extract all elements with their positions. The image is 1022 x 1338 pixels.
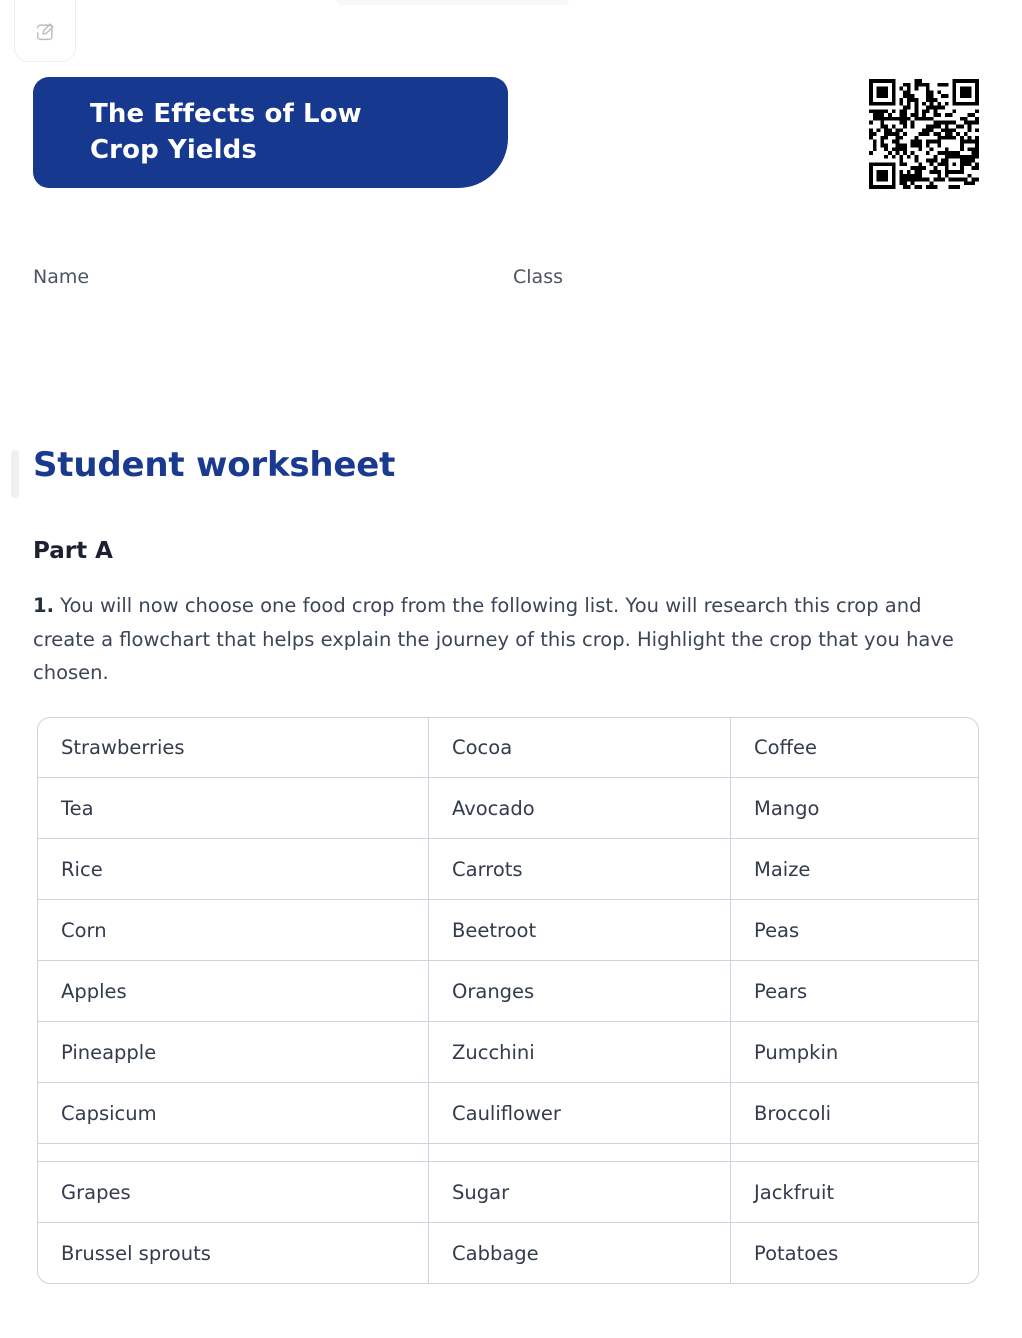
crop-option-cell[interactable]: Cauliflower xyxy=(429,1083,731,1144)
table-page-break xyxy=(37,1144,979,1162)
crop-option-cell[interactable]: Pears xyxy=(731,961,979,1022)
table-page-break-cell xyxy=(429,1144,731,1162)
crop-option-cell[interactable]: Corn xyxy=(37,900,429,961)
crop-option-cell[interactable]: Potatoes xyxy=(731,1223,979,1284)
table-row xyxy=(37,717,979,778)
worksheet-title-banner xyxy=(33,77,508,188)
crop-option-cell[interactable]: Zucchini xyxy=(429,1022,731,1083)
instruction-paragraph xyxy=(33,589,985,690)
part-heading: Part A xyxy=(33,538,113,564)
crop-option-cell[interactable]: Brussel sprouts xyxy=(37,1223,429,1284)
crop-option-cell[interactable]: Grapes xyxy=(37,1162,429,1223)
crop-options-table[interactable] xyxy=(37,717,979,1284)
crop-options-body xyxy=(37,717,979,1284)
table-row xyxy=(37,900,979,961)
crop-option-cell[interactable]: Cabbage xyxy=(429,1223,731,1284)
table-row xyxy=(37,1162,979,1223)
student-meta-row xyxy=(33,266,933,294)
edit-button-card[interactable] xyxy=(14,0,76,62)
crop-option-cell[interactable]: Sugar xyxy=(429,1162,731,1223)
name-label: Name xyxy=(33,266,90,288)
crop-option-cell[interactable]: Apples xyxy=(37,961,429,1022)
section-accent-bar xyxy=(11,450,19,498)
table-page-break-cell xyxy=(731,1144,979,1162)
top-cropped-strip xyxy=(337,0,569,5)
crop-option-cell[interactable]: Rice xyxy=(37,839,429,900)
section-heading xyxy=(0,447,700,503)
crop-option-cell[interactable]: Avocado xyxy=(429,778,731,839)
crop-option-cell[interactable]: Mango xyxy=(731,778,979,839)
crop-option-cell[interactable]: Oranges xyxy=(429,961,731,1022)
crop-option-cell[interactable]: Jackfruit xyxy=(731,1162,979,1223)
table-row xyxy=(37,839,979,900)
crop-option-cell[interactable]: Capsicum xyxy=(37,1083,429,1144)
table-page-break-cell xyxy=(37,1144,429,1162)
crop-option-cell[interactable]: Maize xyxy=(731,839,979,900)
worksheet-title: The Effects of Low Crop Yields xyxy=(90,98,362,165)
crop-option-cell[interactable]: Broccoli xyxy=(731,1083,979,1144)
crop-option-cell[interactable]: Coffee xyxy=(731,717,979,778)
crop-option-cell[interactable]: Cocoa xyxy=(429,717,731,778)
crop-option-cell[interactable]: Strawberries xyxy=(37,717,429,778)
question-text: You will now choose one food crop from the following list. You will research this crop and create a flowchart that helps explain the journey of this crop. Highlight the crop that you have chosen. xyxy=(33,594,954,685)
crop-option-cell[interactable]: Peas xyxy=(731,900,979,961)
crop-option-cell[interactable]: Tea xyxy=(37,778,429,839)
table-row xyxy=(37,1083,979,1144)
crop-option-cell[interactable]: Beetroot xyxy=(429,900,731,961)
table-row xyxy=(37,961,979,1022)
crop-option-cell[interactable]: Carrots xyxy=(429,839,731,900)
class-label: Class xyxy=(513,266,563,288)
edit-square-icon[interactable] xyxy=(34,21,56,43)
qr-code-image xyxy=(869,79,979,189)
page-title: Student worksheet xyxy=(33,445,396,485)
crop-option-cell[interactable]: Pumpkin xyxy=(731,1022,979,1083)
question-number: 1. xyxy=(33,594,54,617)
crop-option-cell[interactable]: Pineapple xyxy=(37,1022,429,1083)
table-row xyxy=(37,1022,979,1083)
table-row xyxy=(37,778,979,839)
qr-code[interactable] xyxy=(869,79,979,189)
table-row xyxy=(37,1223,979,1284)
